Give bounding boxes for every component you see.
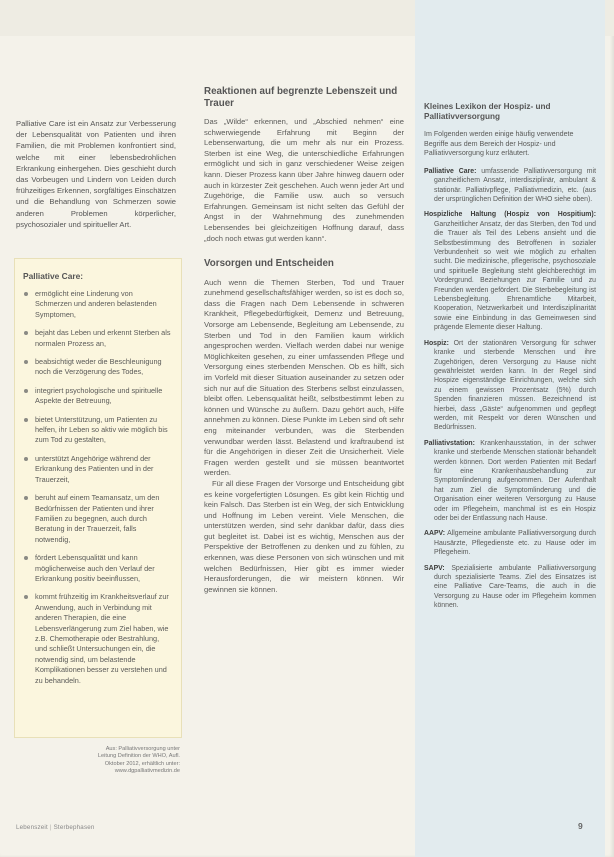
list-item: kommt frühzeitig im Krankheitsverlauf zur Anwendung, auch in Verbindung mit anderen Therapien, die eine Lebensverlängerung zum Ziel haben, wie z.B. Chemotherapie oder Bestrahlung, und schließt Untersuchungen ein, die notwendig sind, um belastende Komplikationen besser zu verstehen und zu behandeln.: [23, 592, 171, 686]
box-title: Palliative Care:: [23, 271, 84, 281]
page-number: 9: [578, 821, 583, 831]
lexicon-column: [424, 102, 596, 617]
list-item: beabsichtigt weder die Beschleunigung noch die Verzögerung des Todes,: [23, 357, 171, 378]
bullet-icon: [24, 496, 28, 500]
lexicon-entry: Palliative Care: umfassende Palliativversorgung mit ganzheitlichem Ansatz, interdisziplinär, ambulant & stationär. Palliativpflege, Palliativmedizin, etc. (aus der ursprünglichen Definition der WHO siehe oben).: [424, 167, 596, 203]
box-source: Aus: Palliativversorgung unter Leitung Definition der WHO, Aufl. Oktober 2012, erhältlich unter: www.dgpalliativmedizin.de: [97, 746, 180, 775]
lexicon-intro: Im Folgenden werden einige häufig verwendete Begriffe aus dem Bereich der Hospiz- und Palliativversorgung kurz erläutert.: [424, 130, 574, 158]
bullet-icon: [24, 595, 28, 599]
list-item: ermöglicht eine Linderung von Schmerzen und anderen belastenden Symptomen,: [23, 289, 171, 320]
bullet-icon: [24, 292, 28, 296]
section-text-vorsorge: Auch wenn die Themen Sterben, Tod und Trauer zunehmend gesellschaftsfähiger werden, so ist es doch so, dass die Fragen nach Dem Lebensende in schweren Krankheit, Pflegebedürftigkeit, Demenz und Betreuung, Vorsorge am Lebensende, Begleitung am Lebensende, zu Sterben und Tod in den Familien kaum wirklich angesprochen werden. Vielfach werden dabei nur wenige Möglichkeiten gesehen, zu einer umfassenden Pflege und Versorgung eines sterbenden Menschen. Ob es hilft, sich im Vorfeld mit dieser Situation auseinander zu setzen oder sich nur auf die Situation des Sterbens selbst einzulassen, bleibt offen. Lebensqualität heißt, selbstbestimmt leben zu können und Wünsche zu äußern. Dazu gehört auch, Hilfe annehmen zu können. Diese Punkte im Leben sind oft sehr eng miteinander verbunden, was die Sterbenden verwundbar werden lässt. Belastend und kraftraubend ist für die Angehörigen in dieser Zeit die Unsicherheit. Viele Fragen werden gestellt und sie müssen beantwortet werden. Für all diese Fragen der Vorsorge und Entscheidung gibt es keine vorgefertigten Lösungen. Es gibt kein Richtig und kein Falsch. Das Sterben ist ein Weg, der sich Entwicklung und Hoffnung im Leben vereint. Viele Menschen, die unterstützen werden, sind sehr dankbar dafür, dass dies gut begleitet ist. Dabei ist es wichtig, Menschen aus der Perspektive der Betroffenen zu denken und zu fühlen, zu erkennen, was diese Personen von sich wünschen und mit welchen Bedürfnissen, Hier gibt es immer wieder Herausforderungen, die wir meistern können. Wir gewinnen sie können.: [204, 277, 404, 594]
bullet-icon: [24, 556, 28, 560]
list-item: integriert psychologische und spirituelle Aspekte der Betreuung,: [23, 386, 171, 407]
intro-paragraph: Palliative Care ist ein Ansatz zur Verbesserung der Lebensqualität von Patienten und ihren Familien, die mit Problemen konfrontiert sind, welche mit einer lebensbedrohlichen Erkrankung einhergehen. Dies geschieht durch das Vorbeugen und Lindern von Leiden durch frühzeitiges Erkennen, sorgfältiges Einschätzen und die Behandlung von Schmerzen sowie anderen Problemen körperlicher, psychosozialer und spiritueller Art.: [16, 119, 176, 229]
box-list: [23, 289, 171, 686]
palliative-care-box: [14, 258, 182, 738]
lexicon-title: Kleines Lexikon der Hospiz- und Palliativversorgung: [424, 102, 551, 121]
lexicon-entry: AAPV: Allgemeine ambulante Palliativversorgung durch Hausärzte, Pflegedienste etc. zu Hause oder im Pflegeheim.: [424, 530, 596, 557]
section-text-reactions: Das „Wilde“ erkennen, und „Abschied nehmen“ eine schwerwiegende Erfahrung mit Beginn der Lebenserwartung, die um mehr als nur ein Prozess. Sterben ist eine Weg, die unterschiedliche Erfahrungen ermöglicht und sich in ganz verschiedener Weise zeigen kann. Dieser Prozess kann über Jahre hinweg dauern oder auch in kürzester Zeit geschehen. Auch wenn jeder Art und Zugehörige, die Familie usw. auch so versuch Erfahrungen. Gemeinsam ist nicht selten das Gefühl der Angst in der Wahrnehmung des zunehmenden Lebensendes bei gleichzeitigen Hoffnung darauf, dass „doch noch etwas gut werden kann“.: [204, 117, 404, 243]
lexicon-entry: Hospizliche Haltung (Hospiz von Hospitium): Ganzheitlicher Ansatz, der das Sterben, den Tod und die Trauer als Teil des Lebens ansieht und die Selbstbestimmung des Betroffenen in sozialer Verbundenheit so weit wie möglich zu erhalten sucht. Die medizinische, pflegerische, psychosoziale und spirituelle Begleitung steht gleichberechtigt im Vordergrund. Beziehungen zur Familie und zu Freunden werden gefördert. Die Sterbebegleitung ist Lebensbegleitung. Ehrenamtliche Mitarbeit, Kooperation, Netzwerkarbeit und Interdisziplinarität sowie eine Einbindung in das Gemeinwesen sind prägende Elemente dieser Haltung.: [424, 211, 596, 332]
list-item: beruht auf einem Teamansatz, um den Bedürfnissen der Patienten und ihrer Familien zu begegnen, auch durch Beratung in der Trauerzeit, falls notwendig,: [23, 493, 171, 545]
lexicon-entry: Hospiz: Ort der stationären Versorgung für schwer kranke und sterbende Menschen und ihre Zugehörigen, deren Versorgung zu Hause nicht gewährleistet werden kann. In der Regel sind Hospize eigenständige Einrichtungen, welche sich zu einem gewissen Prozentsatz (5%) durch Spenden finanzieren müssen. Bezeichnend ist hierbei, dass „Gäste“ aufgenommen und gepflegt werden, mit Respekt vor deren Wünschen und Bedürfnissen.: [424, 339, 596, 432]
bullet-icon: [24, 331, 28, 335]
section-heading-reactions: Reaktionen auf begrenzte Lebenszeit und Trauer: [204, 86, 398, 109]
lexicon-entry: Palliativstation: Krankenhausstation, in der schwer kranke und sterbende Menschen stationär behandelt werden können. Dort werden Patienten mit Bedarf für eine Krankenhausbehandlung zur Symptomlinderung aufgenommen. Der Aufenthalt hat zum Ziel die Symptomlinderung und die Organisation einer weiteren Versorgung zu Hause oder im Pflegeheim, manchmal ist es ein Hospiz oder bei der Entlassung nach Hause.: [424, 439, 596, 522]
running-footer: Lebenszeit | Sterbephasen: [16, 824, 95, 831]
bullet-icon: [24, 418, 28, 422]
list-item: bejaht das Leben und erkennt Sterben als normalen Prozess an,: [23, 328, 171, 349]
intro-column: [16, 118, 176, 230]
bullet-icon: [24, 457, 28, 461]
bullet-icon: [24, 389, 28, 393]
list-item: fördert Lebensqualität und kann möglicherweise auch den Verlauf der Erkrankung positiv beeinflussen,: [23, 553, 171, 584]
section-heading-vorsorge: Vorsorgen und Entscheiden: [204, 258, 334, 270]
bullet-icon: [24, 360, 28, 364]
list-item: unterstützt Angehörige während der Erkrankung des Patienten und in der Trauerzeit,: [23, 454, 171, 485]
lexicon-entry: SAPV: Spezialisierte ambulante Palliativversorgung durch spezialisierte Teams. Ziel des Einsatzes ist eine Palliative Care-Teams, die auch in die Versorgung zu Hause oder im Pflegeheim kommen können.: [424, 564, 596, 610]
list-item: bietet Unterstützung, um Patienten zu helfen, ihr Leben so aktiv wie möglich bis zum Tod zu gestalten,: [23, 415, 171, 446]
main-column: [204, 86, 404, 595]
